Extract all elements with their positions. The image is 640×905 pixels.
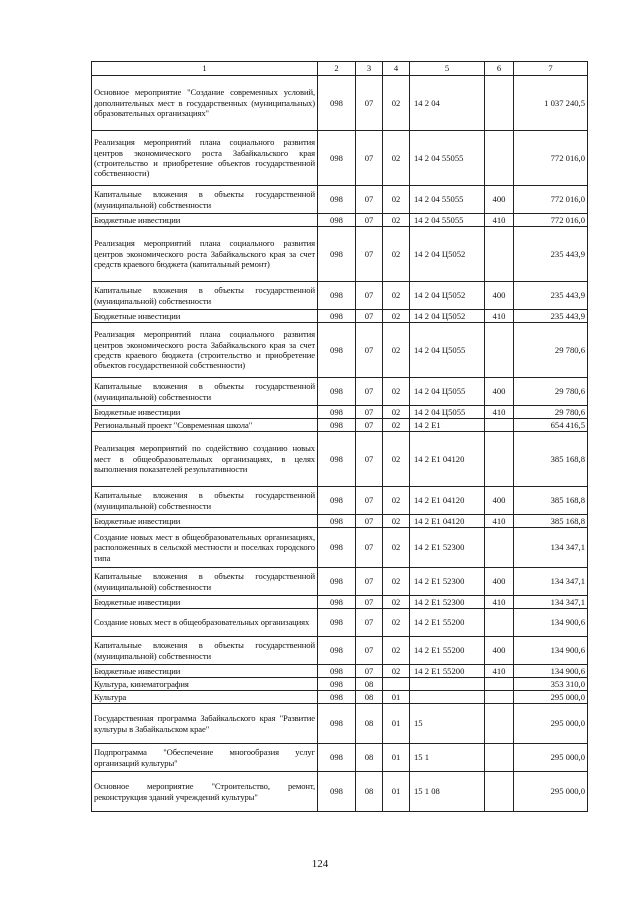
cell-subsection: 02 bbox=[383, 406, 410, 419]
cell-section: 07 bbox=[356, 487, 383, 515]
cell-name: Создание новых мест в общеобразовательных организациях bbox=[92, 609, 318, 637]
cell-amount: 235 443,9 bbox=[514, 227, 588, 282]
cell-admin-code: 098 bbox=[318, 419, 356, 432]
cell-admin-code: 098 bbox=[318, 76, 356, 131]
cell-target-article: 14 2 04 Ц5052 bbox=[410, 310, 485, 323]
cell-amount: 295 000,0 bbox=[514, 704, 588, 744]
cell-subsection: 02 bbox=[383, 76, 410, 131]
cell-amount: 295 000,0 bbox=[514, 744, 588, 772]
cell-name: Капитальные вложения в объекты государственной (муниципальной) собственности bbox=[92, 186, 318, 214]
cell-amount: 29 780,6 bbox=[514, 406, 588, 419]
table-row bbox=[92, 406, 588, 419]
cell-subsection: 02 bbox=[383, 419, 410, 432]
cell-name: Реализация мероприятий плана социального развития центров экономического роста Забайкальского края за счет средств краевого бюджета (капитальный ремонт) bbox=[92, 227, 318, 282]
cell-subsection: 02 bbox=[383, 487, 410, 515]
cell-section: 07 bbox=[356, 432, 383, 487]
cell-expense-type: 400 bbox=[485, 378, 514, 406]
cell-target-article: 14 2 04 Ц5055 bbox=[410, 378, 485, 406]
cell-admin-code: 098 bbox=[318, 515, 356, 528]
cell-section: 07 bbox=[356, 528, 383, 568]
cell-target-article: 14 2 E1 04120 bbox=[410, 487, 485, 515]
cell-amount: 235 443,9 bbox=[514, 310, 588, 323]
table-row bbox=[92, 378, 588, 406]
cell-target-article: 14 2 E1 04120 bbox=[410, 432, 485, 487]
cell-admin-code: 098 bbox=[318, 282, 356, 310]
table-row bbox=[92, 310, 588, 323]
table-row bbox=[92, 76, 588, 131]
cell-target-article bbox=[410, 678, 485, 691]
cell-amount: 654 416,5 bbox=[514, 419, 588, 432]
cell-amount: 29 780,6 bbox=[514, 323, 588, 378]
cell-expense-type: 400 bbox=[485, 568, 514, 596]
cell-target-article: 14 2 E1 55200 bbox=[410, 665, 485, 678]
cell-section: 07 bbox=[356, 76, 383, 131]
cell-target-article: 14 2 E1 52300 bbox=[410, 528, 485, 568]
cell-subsection: 02 bbox=[383, 568, 410, 596]
cell-section: 07 bbox=[356, 186, 383, 214]
cell-amount: 235 443,9 bbox=[514, 282, 588, 310]
cell-name: Капитальные вложения в объекты государственной (муниципальной) собственности bbox=[92, 487, 318, 515]
cell-target-article: 14 2 04 bbox=[410, 76, 485, 131]
cell-subsection: 02 bbox=[383, 186, 410, 214]
table-row bbox=[92, 691, 588, 704]
table-row bbox=[92, 432, 588, 487]
cell-admin-code: 098 bbox=[318, 704, 356, 744]
cell-admin-code: 098 bbox=[318, 487, 356, 515]
cell-admin-code: 098 bbox=[318, 378, 356, 406]
cell-section: 08 bbox=[356, 704, 383, 744]
cell-amount: 29 780,6 bbox=[514, 378, 588, 406]
cell-expense-type bbox=[485, 227, 514, 282]
table-row bbox=[92, 596, 588, 609]
cell-amount: 134 347,1 bbox=[514, 528, 588, 568]
cell-subsection: 02 bbox=[383, 515, 410, 528]
cell-expense-type: 410 bbox=[485, 665, 514, 678]
cell-target-article: 14 2 04 55055 bbox=[410, 214, 485, 227]
cell-section: 07 bbox=[356, 637, 383, 665]
table-row bbox=[92, 282, 588, 310]
cell-section: 07 bbox=[356, 568, 383, 596]
cell-expense-type: 400 bbox=[485, 637, 514, 665]
cell-target-article: 15 1 bbox=[410, 744, 485, 772]
cell-admin-code: 098 bbox=[318, 691, 356, 704]
cell-admin-code: 098 bbox=[318, 432, 356, 487]
cell-admin-code: 098 bbox=[318, 637, 356, 665]
cell-expense-type: 410 bbox=[485, 596, 514, 609]
cell-expense-type bbox=[485, 678, 514, 691]
cell-subsection: 02 bbox=[383, 323, 410, 378]
cell-amount: 134 347,1 bbox=[514, 568, 588, 596]
cell-name: Основное мероприятие "Строительство, ремонт, реконструкция зданий учреждений культуры" bbox=[92, 772, 318, 812]
table-row bbox=[92, 744, 588, 772]
table-row bbox=[92, 214, 588, 227]
cell-expense-type bbox=[485, 76, 514, 131]
cell-section: 08 bbox=[356, 772, 383, 812]
cell-target-article: 14 2 E1 55200 bbox=[410, 637, 485, 665]
cell-name: Капитальные вложения в объекты государственной (муниципальной) собственности bbox=[92, 637, 318, 665]
cell-expense-type bbox=[485, 323, 514, 378]
cell-subsection: 01 bbox=[383, 691, 410, 704]
cell-admin-code: 098 bbox=[318, 406, 356, 419]
cell-amount: 295 000,0 bbox=[514, 772, 588, 812]
cell-amount: 295 000,0 bbox=[514, 691, 588, 704]
table-row bbox=[92, 487, 588, 515]
cell-target-article: 15 1 08 bbox=[410, 772, 485, 812]
cell-name: Реализация мероприятий плана социального развития центров экономического роста Забайкальского края (строительство и приобретение объектов государственной собственности) bbox=[92, 131, 318, 186]
cell-expense-type: 400 bbox=[485, 282, 514, 310]
cell-subsection: 02 bbox=[383, 432, 410, 487]
cell-subsection: 02 bbox=[383, 609, 410, 637]
cell-section: 07 bbox=[356, 310, 383, 323]
table-row bbox=[92, 704, 588, 744]
header-cell-amount: 7 bbox=[514, 62, 588, 76]
cell-name: Бюджетные инвестиции bbox=[92, 406, 318, 419]
table-row bbox=[92, 665, 588, 678]
cell-expense-type bbox=[485, 744, 514, 772]
cell-amount: 772 016,0 bbox=[514, 186, 588, 214]
header-cell-section: 3 bbox=[356, 62, 383, 76]
cell-section: 07 bbox=[356, 419, 383, 432]
cell-subsection: 02 bbox=[383, 310, 410, 323]
cell-name: Бюджетные инвестиции bbox=[92, 515, 318, 528]
cell-admin-code: 098 bbox=[318, 131, 356, 186]
cell-expense-type bbox=[485, 131, 514, 186]
cell-target-article: 14 2 E1 52300 bbox=[410, 596, 485, 609]
cell-subsection: 02 bbox=[383, 131, 410, 186]
cell-name: Бюджетные инвестиции bbox=[92, 214, 318, 227]
header-cell-expense-type: 6 bbox=[485, 62, 514, 76]
cell-section: 07 bbox=[356, 609, 383, 637]
cell-subsection bbox=[383, 678, 410, 691]
table-body bbox=[92, 62, 588, 812]
cell-section: 08 bbox=[356, 691, 383, 704]
cell-admin-code: 098 bbox=[318, 323, 356, 378]
cell-target-article: 14 2 E1 04120 bbox=[410, 515, 485, 528]
cell-name: Бюджетные инвестиции bbox=[92, 310, 318, 323]
cell-section: 07 bbox=[356, 227, 383, 282]
table-row bbox=[92, 528, 588, 568]
header-cell-name: 1 bbox=[92, 62, 318, 76]
cell-name: Капитальные вложения в объекты государственной (муниципальной) собственности bbox=[92, 378, 318, 406]
cell-admin-code: 098 bbox=[318, 227, 356, 282]
cell-admin-code: 098 bbox=[318, 678, 356, 691]
table-row bbox=[92, 323, 588, 378]
cell-name: Культура bbox=[92, 691, 318, 704]
cell-expense-type bbox=[485, 432, 514, 487]
table-row bbox=[92, 772, 588, 812]
cell-expense-type: 410 bbox=[485, 310, 514, 323]
cell-amount: 134 900,6 bbox=[514, 637, 588, 665]
cell-amount: 353 310,0 bbox=[514, 678, 588, 691]
cell-expense-type bbox=[485, 528, 514, 568]
cell-section: 08 bbox=[356, 678, 383, 691]
cell-admin-code: 098 bbox=[318, 568, 356, 596]
cell-target-article: 14 2 04 Ц5055 bbox=[410, 406, 485, 419]
cell-name: Реализация мероприятий по содействию созданию новых мест в общеобразовательных организациях, в целях выполнения показателей результативности bbox=[92, 432, 318, 487]
cell-amount: 772 016,0 bbox=[514, 131, 588, 186]
cell-name: Основное мероприятие "Создание современных условий, дополнительных мест в государственных (муниципальных) образовательных организациях" bbox=[92, 76, 318, 131]
cell-name: Реализация мероприятий плана социального развития центров экономического роста Забайкальского края за счет средств краевого бюджета (строительство и приобретение объектов государственной собственности) bbox=[92, 323, 318, 378]
cell-admin-code: 098 bbox=[318, 186, 356, 214]
cell-name: Государственная программа Забайкальского края "Развитие культуры в Забайкальском крае" bbox=[92, 704, 318, 744]
cell-admin-code: 098 bbox=[318, 528, 356, 568]
cell-name: Региональный проект "Современная школа" bbox=[92, 419, 318, 432]
table-row bbox=[92, 131, 588, 186]
table-row bbox=[92, 568, 588, 596]
cell-amount: 134 900,6 bbox=[514, 609, 588, 637]
cell-section: 07 bbox=[356, 131, 383, 186]
cell-section: 07 bbox=[356, 406, 383, 419]
cell-target-article bbox=[410, 691, 485, 704]
cell-subsection: 02 bbox=[383, 637, 410, 665]
cell-name: Капитальные вложения в объекты государственной (муниципальной) собственности bbox=[92, 282, 318, 310]
cell-name: Бюджетные инвестиции bbox=[92, 665, 318, 678]
cell-expense-type bbox=[485, 772, 514, 812]
cell-subsection: 02 bbox=[383, 596, 410, 609]
cell-target-article: 14 2 04 55055 bbox=[410, 186, 485, 214]
cell-expense-type bbox=[485, 419, 514, 432]
cell-admin-code: 098 bbox=[318, 772, 356, 812]
cell-subsection: 02 bbox=[383, 214, 410, 227]
cell-admin-code: 098 bbox=[318, 214, 356, 227]
cell-amount: 134 347,1 bbox=[514, 596, 588, 609]
cell-subsection: 01 bbox=[383, 704, 410, 744]
cell-admin-code: 098 bbox=[318, 665, 356, 678]
budget-table bbox=[91, 61, 588, 812]
cell-expense-type bbox=[485, 609, 514, 637]
cell-admin-code: 098 bbox=[318, 596, 356, 609]
cell-target-article: 14 2 04 55055 bbox=[410, 131, 485, 186]
cell-target-article: 14 2 04 Ц5052 bbox=[410, 227, 485, 282]
table-row bbox=[92, 515, 588, 528]
cell-amount: 1 037 240,5 bbox=[514, 76, 588, 131]
cell-amount: 385 168,8 bbox=[514, 487, 588, 515]
cell-target-article: 14 2 E1 55200 bbox=[410, 609, 485, 637]
cell-target-article: 14 2 E1 52300 bbox=[410, 568, 485, 596]
cell-admin-code: 098 bbox=[318, 310, 356, 323]
cell-section: 07 bbox=[356, 214, 383, 227]
cell-section: 07 bbox=[356, 665, 383, 678]
cell-subsection: 02 bbox=[383, 282, 410, 310]
cell-amount: 772 016,0 bbox=[514, 214, 588, 227]
table-row bbox=[92, 609, 588, 637]
table-row bbox=[92, 678, 588, 691]
cell-admin-code: 098 bbox=[318, 609, 356, 637]
cell-admin-code: 098 bbox=[318, 744, 356, 772]
table-row bbox=[92, 227, 588, 282]
cell-section: 07 bbox=[356, 378, 383, 406]
table-row bbox=[92, 186, 588, 214]
cell-section: 08 bbox=[356, 744, 383, 772]
cell-name: Бюджетные инвестиции bbox=[92, 596, 318, 609]
header-cell-subsection: 4 bbox=[383, 62, 410, 76]
header-row bbox=[92, 62, 588, 76]
cell-name: Подпрограмма "Обеспечение многообразия услуг организаций культуры" bbox=[92, 744, 318, 772]
cell-subsection: 02 bbox=[383, 528, 410, 568]
cell-subsection: 02 bbox=[383, 665, 410, 678]
cell-expense-type: 400 bbox=[485, 186, 514, 214]
cell-subsection: 02 bbox=[383, 227, 410, 282]
cell-target-article: 14 2 04 Ц5055 bbox=[410, 323, 485, 378]
cell-name: Культура, кинематография bbox=[92, 678, 318, 691]
cell-subsection: 01 bbox=[383, 772, 410, 812]
cell-amount: 385 168,8 bbox=[514, 515, 588, 528]
cell-section: 07 bbox=[356, 515, 383, 528]
cell-section: 07 bbox=[356, 323, 383, 378]
cell-subsection: 02 bbox=[383, 378, 410, 406]
cell-section: 07 bbox=[356, 596, 383, 609]
cell-section: 07 bbox=[356, 282, 383, 310]
cell-expense-type: 410 bbox=[485, 515, 514, 528]
cell-expense-type: 410 bbox=[485, 214, 514, 227]
cell-expense-type bbox=[485, 704, 514, 744]
cell-expense-type: 400 bbox=[485, 487, 514, 515]
cell-expense-type: 410 bbox=[485, 406, 514, 419]
cell-amount: 385 168,8 bbox=[514, 432, 588, 487]
cell-name: Капитальные вложения в объекты государственной (муниципальной) собственности bbox=[92, 568, 318, 596]
table-row bbox=[92, 637, 588, 665]
header-cell-admin: 2 bbox=[318, 62, 356, 76]
cell-expense-type bbox=[485, 691, 514, 704]
table-row bbox=[92, 419, 588, 432]
cell-name: Создание новых мест в общеобразовательных организациях, расположенных в сельской местности и поселках городского типа bbox=[92, 528, 318, 568]
cell-target-article: 15 bbox=[410, 704, 485, 744]
page-number: 124 bbox=[311, 858, 329, 870]
cell-target-article: 14 2 04 Ц5052 bbox=[410, 282, 485, 310]
cell-amount: 134 900,6 bbox=[514, 665, 588, 678]
cell-subsection: 01 bbox=[383, 744, 410, 772]
header-cell-target: 5 bbox=[410, 62, 485, 76]
cell-target-article: 14 2 E1 bbox=[410, 419, 485, 432]
